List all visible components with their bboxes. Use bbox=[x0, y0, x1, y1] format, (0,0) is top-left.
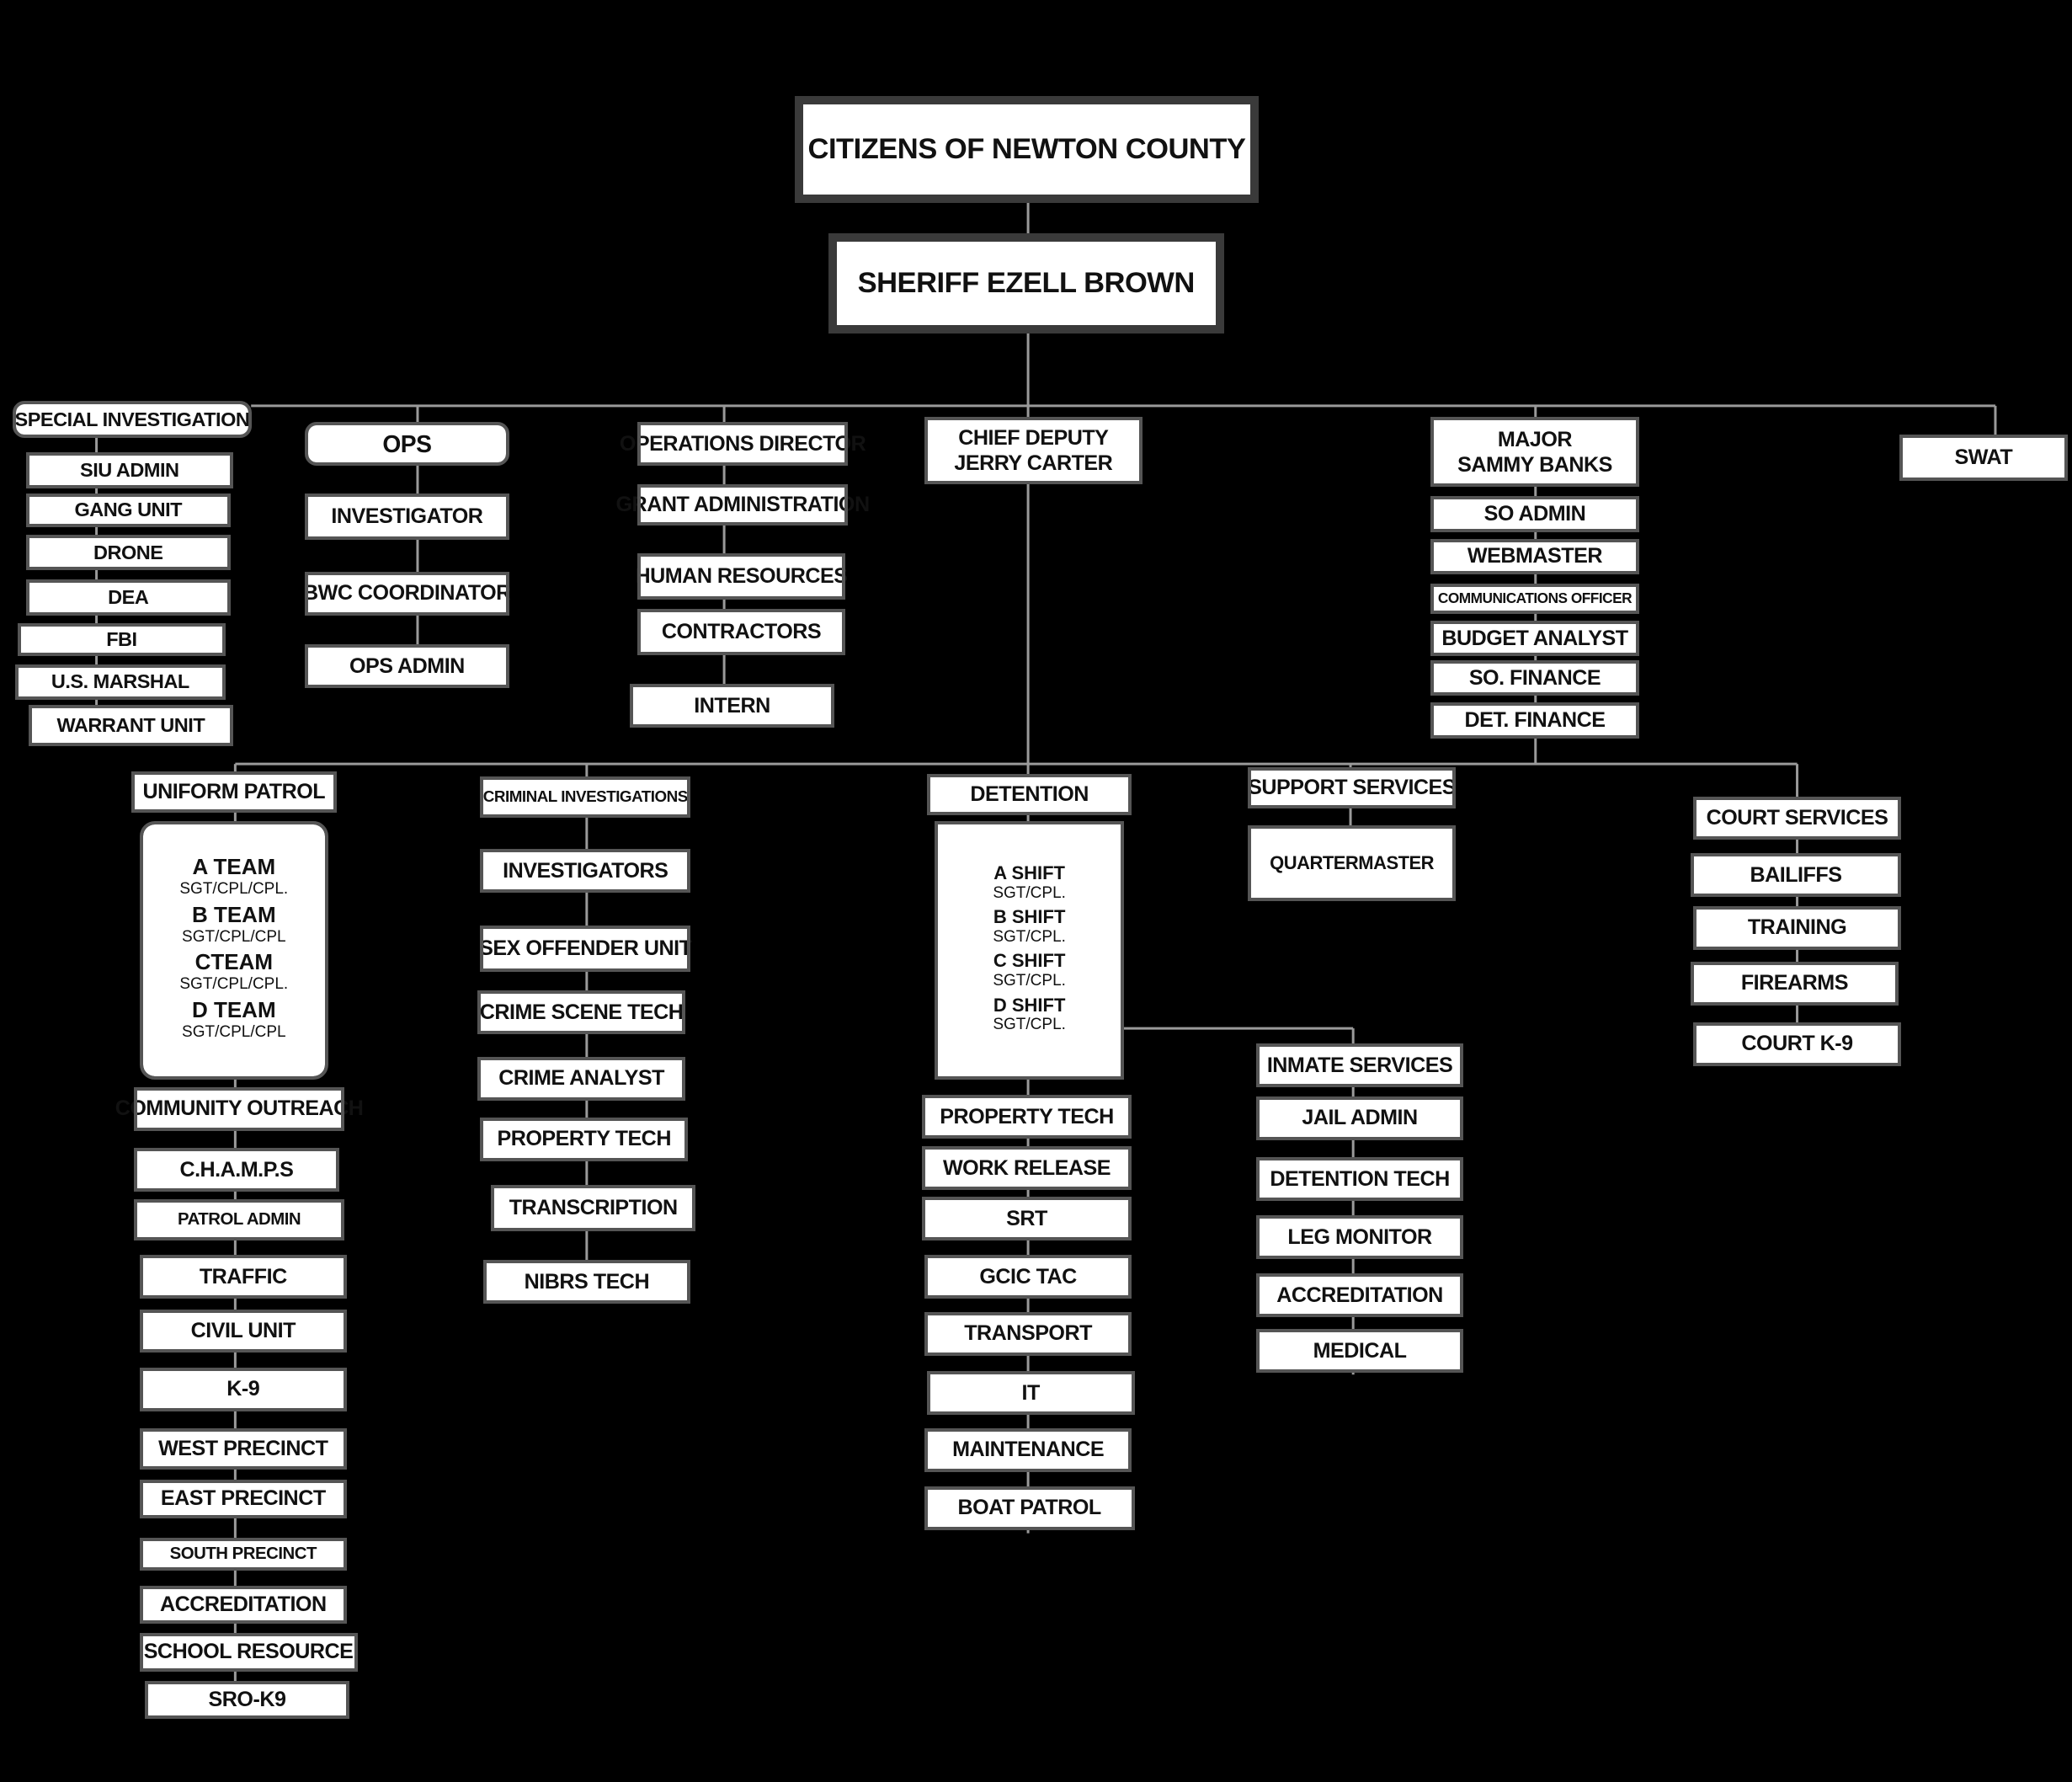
team-ranks: SGT/CPL/CPL bbox=[182, 1023, 286, 1042]
team-name: A TEAM bbox=[192, 854, 276, 880]
shift-ranks: SGT/CPL. bbox=[993, 927, 1066, 946]
ci-nibrs-tech: NIBRS TECH bbox=[487, 1263, 688, 1300]
major-so-admin: SO ADMIN bbox=[1434, 499, 1636, 529]
major-so-finance: SO. FINANCE bbox=[1434, 664, 1636, 693]
shift-ranks: SGT/CPL. bbox=[993, 1015, 1066, 1033]
special-investigation-head: SPECIAL INVESTIGATION bbox=[16, 404, 248, 435]
ops-bwc-coordinator: BWC COORDINATOR bbox=[308, 575, 506, 612]
detention-shifts-block bbox=[938, 824, 1121, 1075]
sheriff-box: SHERIFF EZELL BROWN bbox=[837, 242, 1216, 325]
patrol-teams-block bbox=[143, 824, 326, 1075]
inmate-detention-tech: DETENTION TECH bbox=[1260, 1160, 1461, 1198]
detention-maintenance: MAINTENANCE bbox=[928, 1432, 1129, 1469]
support-quartermaster: QUARTERMASTER bbox=[1251, 829, 1452, 898]
team-name: D TEAM bbox=[191, 997, 276, 1023]
ops-ops-admin: OPS ADMIN bbox=[308, 648, 506, 685]
criminal-investigations-head: CRIMINAL INVESTIGATIONS bbox=[483, 780, 687, 814]
major-budget-analyst: BUDGET ANALYST bbox=[1434, 624, 1636, 654]
detention-boat-patrol: BOAT PATROL bbox=[928, 1490, 1132, 1527]
patrol-sro-k9: SRO-K9 bbox=[148, 1684, 346, 1716]
ci-transcription: TRANSCRIPTION bbox=[494, 1188, 692, 1228]
court-firearms: FIREARMS bbox=[1694, 965, 1895, 1002]
shift-ranks: SGT/CPL. bbox=[993, 971, 1066, 990]
patrol-k-9: K-9 bbox=[143, 1371, 344, 1408]
support-services-head: SUPPORT SERVICES bbox=[1251, 771, 1452, 805]
team-ranks: SGT/CPL/CPL. bbox=[179, 975, 289, 994]
od-grant-administration: GRANT ADMINISTRATION bbox=[641, 488, 844, 522]
si-dea: DEA bbox=[29, 583, 227, 612]
si-fbi: FBI bbox=[21, 627, 222, 653]
major-communications-officer: COMMUNICATIONS OFFICER bbox=[1434, 587, 1636, 611]
inmate-accreditation: ACCREDITATION bbox=[1260, 1277, 1461, 1314]
uniform-patrol-head: UNIFORM PATROL bbox=[135, 775, 333, 809]
ci-crime-analyst: CRIME ANALYST bbox=[481, 1060, 682, 1097]
chief-deputy-box: CHIEF DEPUTY JERRY CARTER bbox=[928, 420, 1139, 481]
court-training: TRAINING bbox=[1696, 910, 1898, 947]
team-ranks: SGT/CPL/CPL. bbox=[179, 879, 289, 898]
detention-it: IT bbox=[930, 1374, 1132, 1411]
patrol-traffic: TRAFFIC bbox=[143, 1258, 344, 1295]
ci-investigators: INVESTIGATORS bbox=[483, 852, 687, 889]
swat-box: SWAT bbox=[1903, 438, 2064, 478]
patrol-civil-unit: CIVIL UNIT bbox=[143, 1313, 344, 1350]
court-court-k-9: COURT K-9 bbox=[1696, 1026, 1898, 1063]
si-drone: DRONE bbox=[29, 538, 227, 568]
ops-head: OPS bbox=[308, 425, 506, 462]
court-bailiffs: BAILIFFS bbox=[1694, 856, 1898, 894]
inmate-services-head: INMATE SERVICES bbox=[1260, 1047, 1461, 1084]
si-gang-unit: GANG UNIT bbox=[29, 497, 227, 523]
ops-investigator: INVESTIGATOR bbox=[308, 497, 506, 536]
patrol-south-precinct: SOUTH PRECINCT bbox=[143, 1541, 344, 1567]
od-human-resources: HUMAN RESOURCES bbox=[641, 557, 842, 596]
detention-head: DETENTION bbox=[930, 777, 1128, 812]
operations-director-head: OPERATIONS DIRECTOR bbox=[641, 425, 844, 462]
shift-name: C SHIFT bbox=[993, 950, 1066, 972]
detention-gcic-tac: GCIC TAC bbox=[928, 1258, 1129, 1295]
patrol-community-outreach: COMMUNITY OUTREACH bbox=[137, 1091, 341, 1128]
ci-crime-scene-tech: CRIME SCENE TECH bbox=[481, 994, 682, 1031]
patrol-accreditation: ACCREDITATION bbox=[143, 1589, 344, 1621]
inmate-medical: MEDICAL bbox=[1260, 1332, 1461, 1369]
team-name: CTEAM bbox=[194, 949, 273, 975]
inmate-leg-monitor: LEG MONITOR bbox=[1260, 1219, 1461, 1256]
team-ranks: SGT/CPL/CPL bbox=[182, 927, 286, 946]
od-contractors: CONTRACTORS bbox=[641, 612, 842, 652]
si-siu-admin: SIU ADMIN bbox=[29, 456, 231, 485]
od-intern: INTERN bbox=[633, 687, 831, 724]
ci-sex-offender-unit: SEX OFFENDER UNIT bbox=[483, 929, 687, 968]
detention-work-release: WORK RELEASE bbox=[925, 1150, 1129, 1187]
shift-name: B SHIFT bbox=[993, 906, 1066, 928]
shift-ranks: SGT/CPL. bbox=[993, 883, 1066, 902]
shift-name: A SHIFT bbox=[993, 862, 1065, 884]
patrol-patrol-admin: PATROL ADMIN bbox=[137, 1203, 341, 1237]
team-name: B TEAM bbox=[191, 901, 276, 927]
patrol-c-h-a-m-p-s: C.H.A.M.P.S bbox=[137, 1151, 335, 1188]
shift-name: D SHIFT bbox=[993, 994, 1066, 1016]
ci-property-tech: PROPERTY TECH bbox=[483, 1121, 684, 1158]
major-head: MAJOR SAMMY BANKS bbox=[1434, 420, 1636, 483]
major-det-finance: DET. FINANCE bbox=[1434, 706, 1636, 735]
major-webmaster: WEBMASTER bbox=[1434, 542, 1636, 572]
detention-srt: SRT bbox=[925, 1200, 1129, 1237]
patrol-west-precinct: WEST PRECINCT bbox=[143, 1432, 344, 1466]
inmate-jail-admin: JAIL ADMIN bbox=[1260, 1100, 1461, 1137]
si-u-s-marshal: U.S. MARSHAL bbox=[19, 668, 222, 697]
detention-property-tech: PROPERTY TECH bbox=[925, 1098, 1129, 1135]
citizens-box: CITIZENS OF NEWTON COUNTY bbox=[803, 104, 1249, 195]
si-warrant-unit: WARRANT UNIT bbox=[32, 708, 230, 743]
patrol-school-resource: SCHOOL RESOURCE bbox=[143, 1636, 354, 1668]
detention-transport: TRANSPORT bbox=[928, 1315, 1129, 1353]
patrol-east-precinct: EAST PRECINCT bbox=[143, 1483, 344, 1515]
court-services-head: COURT SERVICES bbox=[1696, 800, 1898, 837]
